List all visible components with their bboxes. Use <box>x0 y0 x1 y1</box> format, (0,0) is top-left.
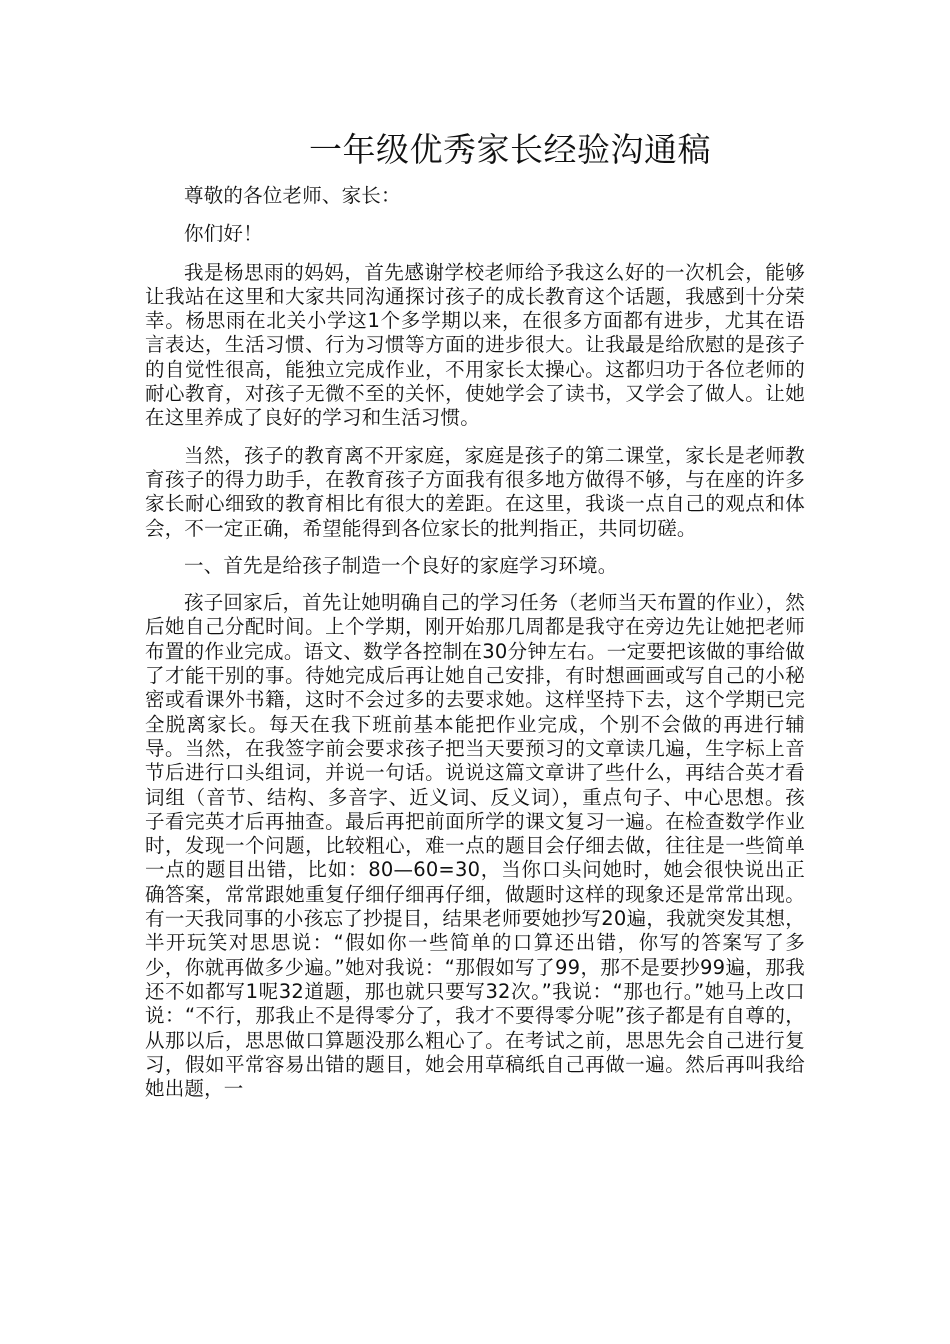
body-paragraph: 当然，孩子的教育离不开家庭，家庭是孩子的第二课堂，家长是老师教育孩子的得力助手，在教育孩子方面我有很多地方做得不够，与在座的许多家长耐心细致的教育相比有很大的差距。在这里，我谈一点自己的观点和体会，不一定正确，希望能得到各位家长的批判指正，共同切磋。 <box>145 443 805 540</box>
document-title: 一年级优秀家长经验沟通稿 <box>309 130 711 169</box>
salutation-paragraph: 尊敬的各位老师、家长： <box>184 184 401 207</box>
greeting-paragraph: 你们好！ <box>184 222 263 246</box>
section-heading: 一、首先是给孩子制造一个良好的家庭学习环境。 <box>184 553 618 577</box>
body-paragraph: 孩子回家后，首先让她明确自己的学习任务（老师当天布置的作业），然后她自己分配时间。上个学期，刚开始那几周都是我守在旁边先让她把老师布置的作业完成。语文、数学各控制在30分钟左右。一定要把该做的事给做了才能干别的事。待她完成后再让她自己安排，有时想画画或写自己的小秘密或看课外书籍，这时不会过多的去要求她。这样坚持下去，这个学期已完全脱离家长。每天在我下班前基本能把作业完成，个别不会做的再进行辅导。当然，在我签字前会要求孩子把当天要预习的文章读几遍，生字标上音节后进行口头组词，并说一句话。说说这篇文章讲了些什么，再结合英才看词组（音节、结构、多音字、近义词、反义词），重点句子、中心思想。孩子看完英才后再抽查。最后再把前面所学的课文复习一遍。在检查数学作业时，发现一个问题，比较粗心，难一点的题目会仔细去做，往往是一些简单一点的题目出错，比如：80—60=30，当你口头问她时，她会很快说出正确答案，常常跟她重复仔细仔细再仔细，做题时这样的现象还是常常出现。有一天我同事的小孩忘了抄提目，结果老师要她抄写20遍，我就突发其想，半开玩笑对思思说：“假如你一些简单的口算还出错，你写的答案写了多少，你就再做多少遍。”她对我说：“那假如写了99，那不是要抄99遍，那我还不如都写1呢32道题，那也就只要写32次。”我说：“那也行。”她马上改口说：“不行，那我止不是得零分了，我才不要得零分呢”孩子都是有自尊的，从那以后，思思做口算题没那么粗心了。在考试之前，思思先会自己进行复习，假如平常容易出错的题目，她会用草稿纸自己再做一遍。然后再叫我给她出题，一 <box>145 591 805 1101</box>
body-paragraph: 我是杨思雨的妈妈，首先感谢学校老师给予我这么好的一次机会，能够让我站在这里和大家共同沟通探讨孩子的成长教育这个话题，我感到十分荣幸。杨思雨在北关小学这1个多学期以来，在很多方面都有进步，尤其在语言表达，生活习惯、行为习惯等方面的进步很大。让我最是给欣慰的是孩子的自觉性很高，能独立完成作业，不用家长太操心。这都归功于各位老师的耐心教育，对孩子无微不至的关怀，使她学会了读书，又学会了做人。让她在这里养成了良好的学习和生活习惯。 <box>145 260 805 430</box>
document-body <box>145 184 805 1114</box>
